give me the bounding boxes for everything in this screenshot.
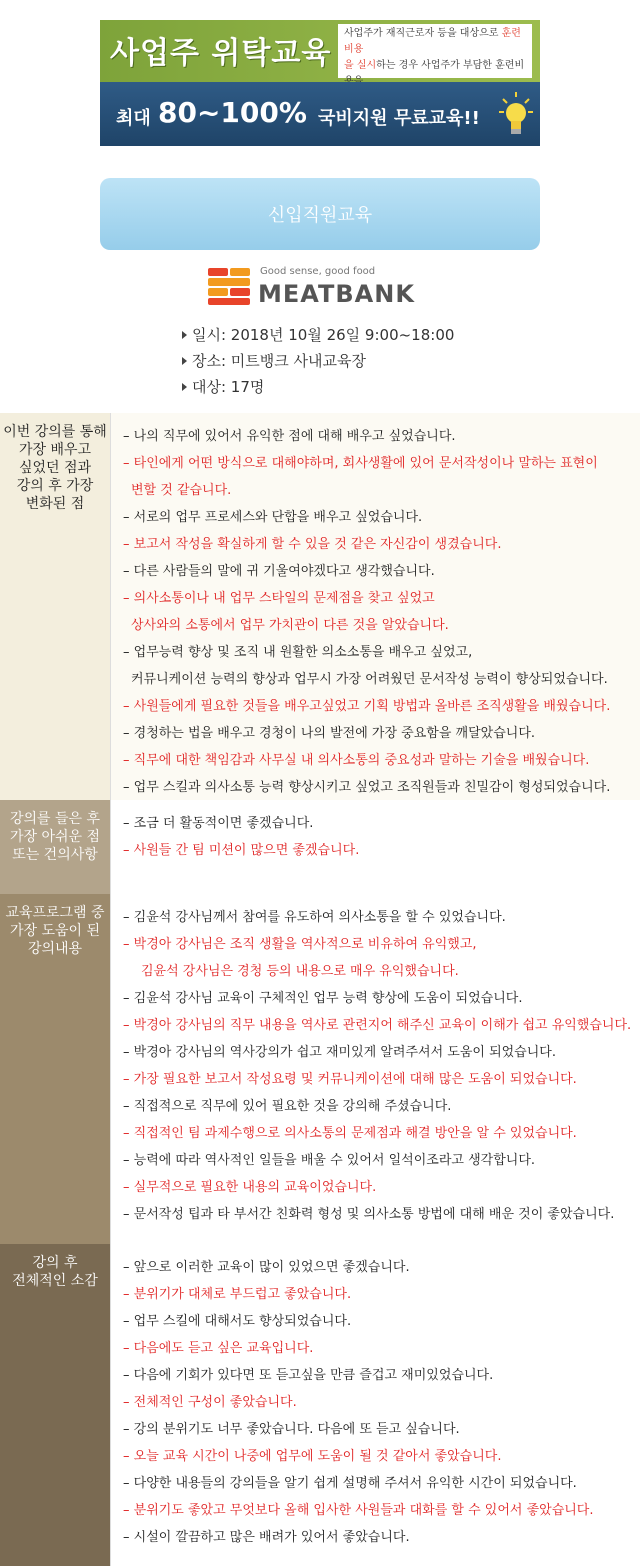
feedback-line: – 다음에도 듣고 싶은 교육입니다. — [123, 1341, 314, 1356]
section-label-line: 이번 강의를 통해 — [3, 424, 107, 440]
feedback-line: – 업무 스킬에 대해서도 향상되었습니다. — [123, 1314, 352, 1329]
info-attendees: 대상: 17명 — [182, 374, 454, 400]
course-title: 신입직원교육 — [267, 205, 373, 226]
triangle-bullet-icon — [182, 357, 187, 365]
banner-title: 사업주 위탁교육 — [110, 36, 332, 71]
section-body — [110, 1244, 640, 1566]
section-label-line: 강의내용 — [27, 941, 83, 957]
feedback-line: – 직접적으로 직무에 있어 필요한 것을 강의해 주셨습니다. — [123, 1099, 452, 1114]
course-title-pill — [100, 178, 540, 250]
feedback-line: – 서로의 업무 프로세스와 단합을 배우고 싶었습니다. — [123, 510, 423, 525]
section-label — [0, 800, 110, 894]
feedback-line: 김윤석 강사님은 경청 등의 내용으로 매우 유익했습니다. — [141, 964, 459, 979]
lightbulb-icon — [498, 90, 534, 140]
logo-tagline: Good sense, good food — [260, 266, 376, 277]
info-date: 일시: 2018년 10월 26일 9:00~18:00 — [182, 322, 454, 348]
feedback-line: – 김윤석 강사님 교육이 구체적인 업무 능력 향상에 도움이 되었습니다. — [123, 991, 523, 1006]
banner-percent: 80~100% — [158, 96, 307, 129]
feedback-line: – 실무적으로 필요한 내용의 교육이었습니다. — [123, 1180, 377, 1195]
feedback-line: 커뮤니케이션 능력의 향상과 업무시 가장 어려웠던 문서작성 능력이 향상되었습니다. — [131, 672, 608, 687]
banner-prefix: 최대 — [116, 108, 151, 129]
banner-suffix: 국비지원 무료교육!! — [318, 108, 480, 129]
feedback-line: – 분위기가 대체로 부드럽고 좋았습니다. — [123, 1287, 352, 1302]
feedback-line: – 오늘 교육 시간이 나중에 업무에 도움이 될 것 같아서 좋았습니다. — [123, 1449, 502, 1464]
banner-description: 사업주가 재직근로자 등을 대상으로 훈련비용 을 실시하는 경우 사업주가 부담한 훈련비 — [338, 24, 532, 78]
banner-top — [100, 20, 540, 82]
feedback-line: – 보고서 작성을 확실하게 할 수 있을 것 같은 자신감이 생겼습니다. — [123, 537, 502, 552]
feedback-line: – 박경아 강사님의 역사강의가 쉽고 재미있게 알려주셔서 도움이 되었습니다. — [123, 1045, 556, 1060]
info-location: 장소: 미트뱅크 사내교육장 — [182, 348, 454, 374]
feedback-line: – 강의 분위기도 너무 좋았습니다. 다음에 또 듣고 싶습니다. — [123, 1422, 460, 1437]
feedback-line: – 다른 사람들의 말에 귀 기울여야겠다고 생각했습니다. — [123, 564, 435, 579]
section-label-line: 가장 아쉬운 점 — [9, 829, 101, 845]
feedback-line: – 직무에 대한 책임감과 사무실 내 의사소통의 중요성과 말하는 기술을 배웠습니다. — [123, 753, 590, 768]
feedback-line: – 사원들 간 팀 미션이 많으면 좋겠습니다. — [123, 843, 360, 858]
feedback-line: 상사와의 소통에서 업무 가치관이 다른 것을 알았습니다. — [131, 618, 449, 633]
section-label-line: 교육프로그램 중 — [5, 905, 105, 921]
section-label — [0, 413, 110, 800]
feedback-line: – 문서작성 팁과 타 부서간 친화력 형성 및 의사소통 방법에 대해 배운 것이 좋았습니다. — [123, 1207, 615, 1222]
feedback-line: – 박경아 강사님은 조직 생활을 역사적으로 비유하여 유익했고, — [123, 937, 477, 952]
section-label-line: 싶었던 점과 — [18, 460, 92, 476]
feedback-line: – 조금 더 활동적이면 좋겠습니다. — [123, 816, 314, 831]
section-label-line: 변화된 점 — [25, 496, 85, 512]
section-body — [110, 800, 640, 894]
feedback-line: – 다음에 기회가 있다면 또 듣고싶을 만큼 즐겁고 재미있었습니다. — [123, 1368, 494, 1383]
course-info — [182, 322, 454, 400]
section-helpful-content — [0, 894, 640, 1244]
feedback-line: – 사원들에게 필요한 것들을 배우고싶었고 기획 방법과 올바른 조직생활을 배웠습니다. — [123, 699, 611, 714]
section-label-line: 가장 배우고 — [18, 442, 92, 458]
section-body — [110, 894, 640, 1244]
section-label-line: 또는 건의사항 — [12, 847, 98, 863]
feedback-line: – 가장 필요한 보고서 작성요령 및 커뮤니케이션에 대해 많은 도움이 되었습니다. — [123, 1072, 577, 1087]
promo-banner — [100, 20, 540, 146]
feedback-line: – 업무능력 향상 및 조직 내 원활한 의소소통을 배우고 싶었고, — [123, 645, 473, 660]
feedback-line: – 앞으로 이러한 교육이 많이 있었으면 좋겠습니다. — [123, 1260, 410, 1275]
section-label-line: 전체적인 소감 — [12, 1273, 98, 1289]
feedback-line: – 박경아 강사님의 직무 내용을 역사로 관련지어 해주신 교육이 이해가 쉽고 유익했습니다. — [123, 1018, 632, 1033]
triangle-bullet-icon — [182, 331, 187, 339]
feedback-line: – 능력에 따라 역사적인 일들을 배울 수 있어서 일석이조라고 생각합니다. — [123, 1153, 536, 1168]
triangle-bullet-icon — [182, 383, 187, 391]
feedback-line: – 의사소통이나 내 업무 스타일의 문제점을 찾고 싶었고 — [123, 591, 435, 606]
feedback-line: – 김윤석 강사님께서 참여를 유도하여 의사소통을 할 수 있었습니다. — [123, 910, 506, 925]
section-label — [0, 1244, 110, 1566]
section-label-line: 강의를 들은 후 — [9, 811, 101, 827]
meatbank-logo — [208, 264, 438, 310]
feedback-line: – 전체적인 구성이 좋았습니다. — [123, 1395, 297, 1410]
feedback-line: – 타인에게 어떤 방식으로 대해야하며, 회사생활에 있어 문서작성이나 말하는 표현이 — [123, 456, 598, 471]
section-body — [110, 413, 640, 800]
feedback-line: – 분위기도 좋았고 무엇보다 올해 입사한 사원들과 대화를 할 수 있어서 좋았습니다. — [123, 1503, 594, 1518]
logo-mark-icon — [208, 268, 252, 306]
feedback-line: – 경청하는 법을 배우고 경청이 나의 발전에 가장 중요함을 깨달았습니다. — [123, 726, 536, 741]
feedback-line: – 업무 스킬과 의사소통 능력 향상시키고 싶었고 조직원들과 친밀감이 형성되었습니다. — [123, 780, 611, 795]
section-label-line: 강의 후 가장 — [16, 478, 94, 494]
feedback-line: – 시설이 깔끔하고 많은 배려가 있어서 좋았습니다. — [123, 1530, 410, 1545]
logo-name: MEATBANK — [258, 280, 415, 308]
section-label — [0, 894, 110, 1244]
section-label-line: 가장 도움이 된 — [9, 923, 101, 939]
section-label-line: 강의 후 — [32, 1255, 78, 1271]
section-suggestions — [0, 800, 640, 894]
section-overall-impression — [0, 1244, 640, 1566]
feedback-line: – 나의 직무에 있어서 유익한 점에 대해 배우고 싶었습니다. — [123, 429, 456, 444]
section-learning-goals — [0, 413, 640, 800]
banner-bottom — [100, 82, 540, 146]
feedback-line: 변할 것 같습니다. — [131, 483, 232, 498]
feedback-line: – 다양한 내용들의 강의들을 알기 쉽게 설명해 주셔서 유익한 시간이 되었습니다. — [123, 1476, 577, 1491]
feedback-line: – 직접적인 팀 과제수행으로 의사소통의 문제점과 해결 방안을 알 수 있었습니다. — [123, 1126, 577, 1141]
